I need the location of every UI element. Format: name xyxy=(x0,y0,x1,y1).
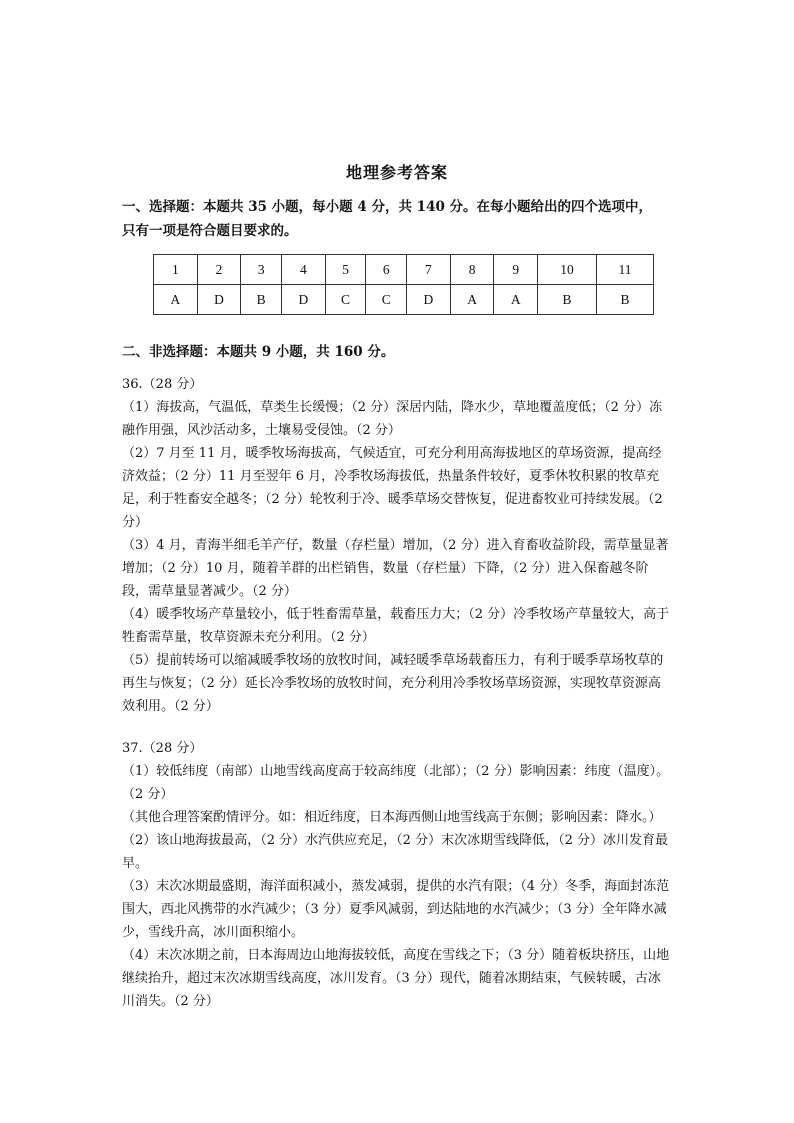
answer-cell: C xyxy=(325,285,366,315)
question-number: 9 xyxy=(494,255,538,285)
question-number: 7 xyxy=(407,255,451,285)
question-number: 8 xyxy=(450,255,494,285)
question-36-header: 36.（28 分） xyxy=(122,377,203,392)
answer-cell: D xyxy=(282,285,326,315)
answer-cell: A xyxy=(494,285,538,315)
section2-heading: 二、非选择题：本题共 9 小题，共 160 分。 xyxy=(122,344,395,360)
question-number: 6 xyxy=(366,255,407,285)
question-37-header: 37.（28 分） xyxy=(122,741,203,756)
answer-cell: A xyxy=(450,285,494,315)
answer-cell: C xyxy=(366,285,407,315)
answer-paragraph: （2）该山地海拔最高，（2 分）水汽供应充足，（2 分）末次冰期雪线降低，（2 分）冰川发育最早。 xyxy=(122,833,668,871)
question-number: 10 xyxy=(538,255,597,285)
answer-row xyxy=(154,285,654,315)
question-number: 1 xyxy=(154,255,198,285)
answer-cell: A xyxy=(154,285,198,315)
answer-paragraph: （其他合理答案酌情评分。如：相近纬度，日本海西侧山地雪线高于东侧；影响因素：降水。） xyxy=(122,810,662,825)
question-number: 2 xyxy=(197,255,241,285)
answer-paragraph: （4）末次冰期之前，日本海周边山地海拔较低，高度在雪线之下；（3 分）随着板块挤压，山地继续抬升，超过末次冰期雪线高度，冰川发育。（3 分）现代，随着冰期结束，气候转暖，古冰川消失。（2 分） xyxy=(122,948,670,1009)
answer-paragraph: （3）4 月，青海半细毛羊产仔，数量（存栏量）增加，（2 分）进入育畜收益阶段，需草量显著增加；（2 分）10 月，随着羊群的出栏销售，数量（存栏量）下降，（2 分）进入保畜越冬阶段，需草量显著减少。（2 分） xyxy=(122,538,669,599)
answer-paragraph: （3）末次冰期最盛期，海洋面积减小，蒸发减弱，提供的水汽有限；（4 分）冬季，海面封冻范围大，西北风携带的水汽减少；（3 分）夏季风减弱，到达陆地的水汽减少；（3 分）全年降水减少，雪线升高，冰川面积缩小。 xyxy=(122,879,670,940)
answer-paragraph: （1）较低纬度（南部）山地雪线高度高于较高纬度（北部）；（2 分）影响因素：纬度（温度）。（2 分） xyxy=(122,764,670,802)
page-title: 地理参考答案 xyxy=(345,163,448,182)
section1-heading: 一、选择题：本题共 35 小题，每小题 4 分，共 140 分。在每小题给出的四个选项中，只有一项是符合题目要求的。 xyxy=(122,199,653,239)
answer-paragraph: （4）暖季牧场产草量较小，低于牲畜需草量，载畜压力大；（2 分）冷季牧场产草量较大，高于牲畜需草量，牧草资源未充分利用。（2 分） xyxy=(122,607,670,645)
question-37 xyxy=(122,737,672,1013)
answer-paragraph: （5）提前转场可以缩减暖季牧场的放牧时间，减轻暖季草场载畜压力，有利于暖季草场牧草的再生与恢复；（2 分）延长冷季牧场的放牧时间，充分利用冷季牧场草场资源，实现牧草资源高效利用。（2 分） xyxy=(122,653,664,714)
answer-table xyxy=(153,254,654,315)
answer-paragraph: （2）7 月至 11 月，暖季牧场海拔高，气候适宜，可充分利用高海拔地区的草场资源，提高经济效益；（2 分）11 月至翌年 6 月，冷季牧场海拔低，热量条件较好，夏季休牧积累的牧草充足，利于牲畜安全越冬；（2 分）轮牧利于冷、暖季草场交替恢复，促进畜牧业可持续发展。（2 分） xyxy=(122,446,663,530)
answer-paragraph: （1）海拔高，气温低，草类生长缓慢；（2 分）深居内陆，降水少，草地覆盖度低；（2 分）冻融作用强，风沙活动多，土壤易受侵蚀。（2 分） xyxy=(122,400,663,438)
answer-cell: D xyxy=(407,285,451,315)
answer-cell: B xyxy=(241,285,282,315)
question-number: 4 xyxy=(282,255,326,285)
answer-cell: B xyxy=(597,285,654,315)
question-36 xyxy=(122,373,672,718)
answer-cell: D xyxy=(197,285,241,315)
question-number: 5 xyxy=(325,255,366,285)
answer-cell: B xyxy=(538,285,597,315)
question-number-row xyxy=(154,255,654,285)
question-number: 11 xyxy=(597,255,654,285)
question-number: 3 xyxy=(241,255,282,285)
